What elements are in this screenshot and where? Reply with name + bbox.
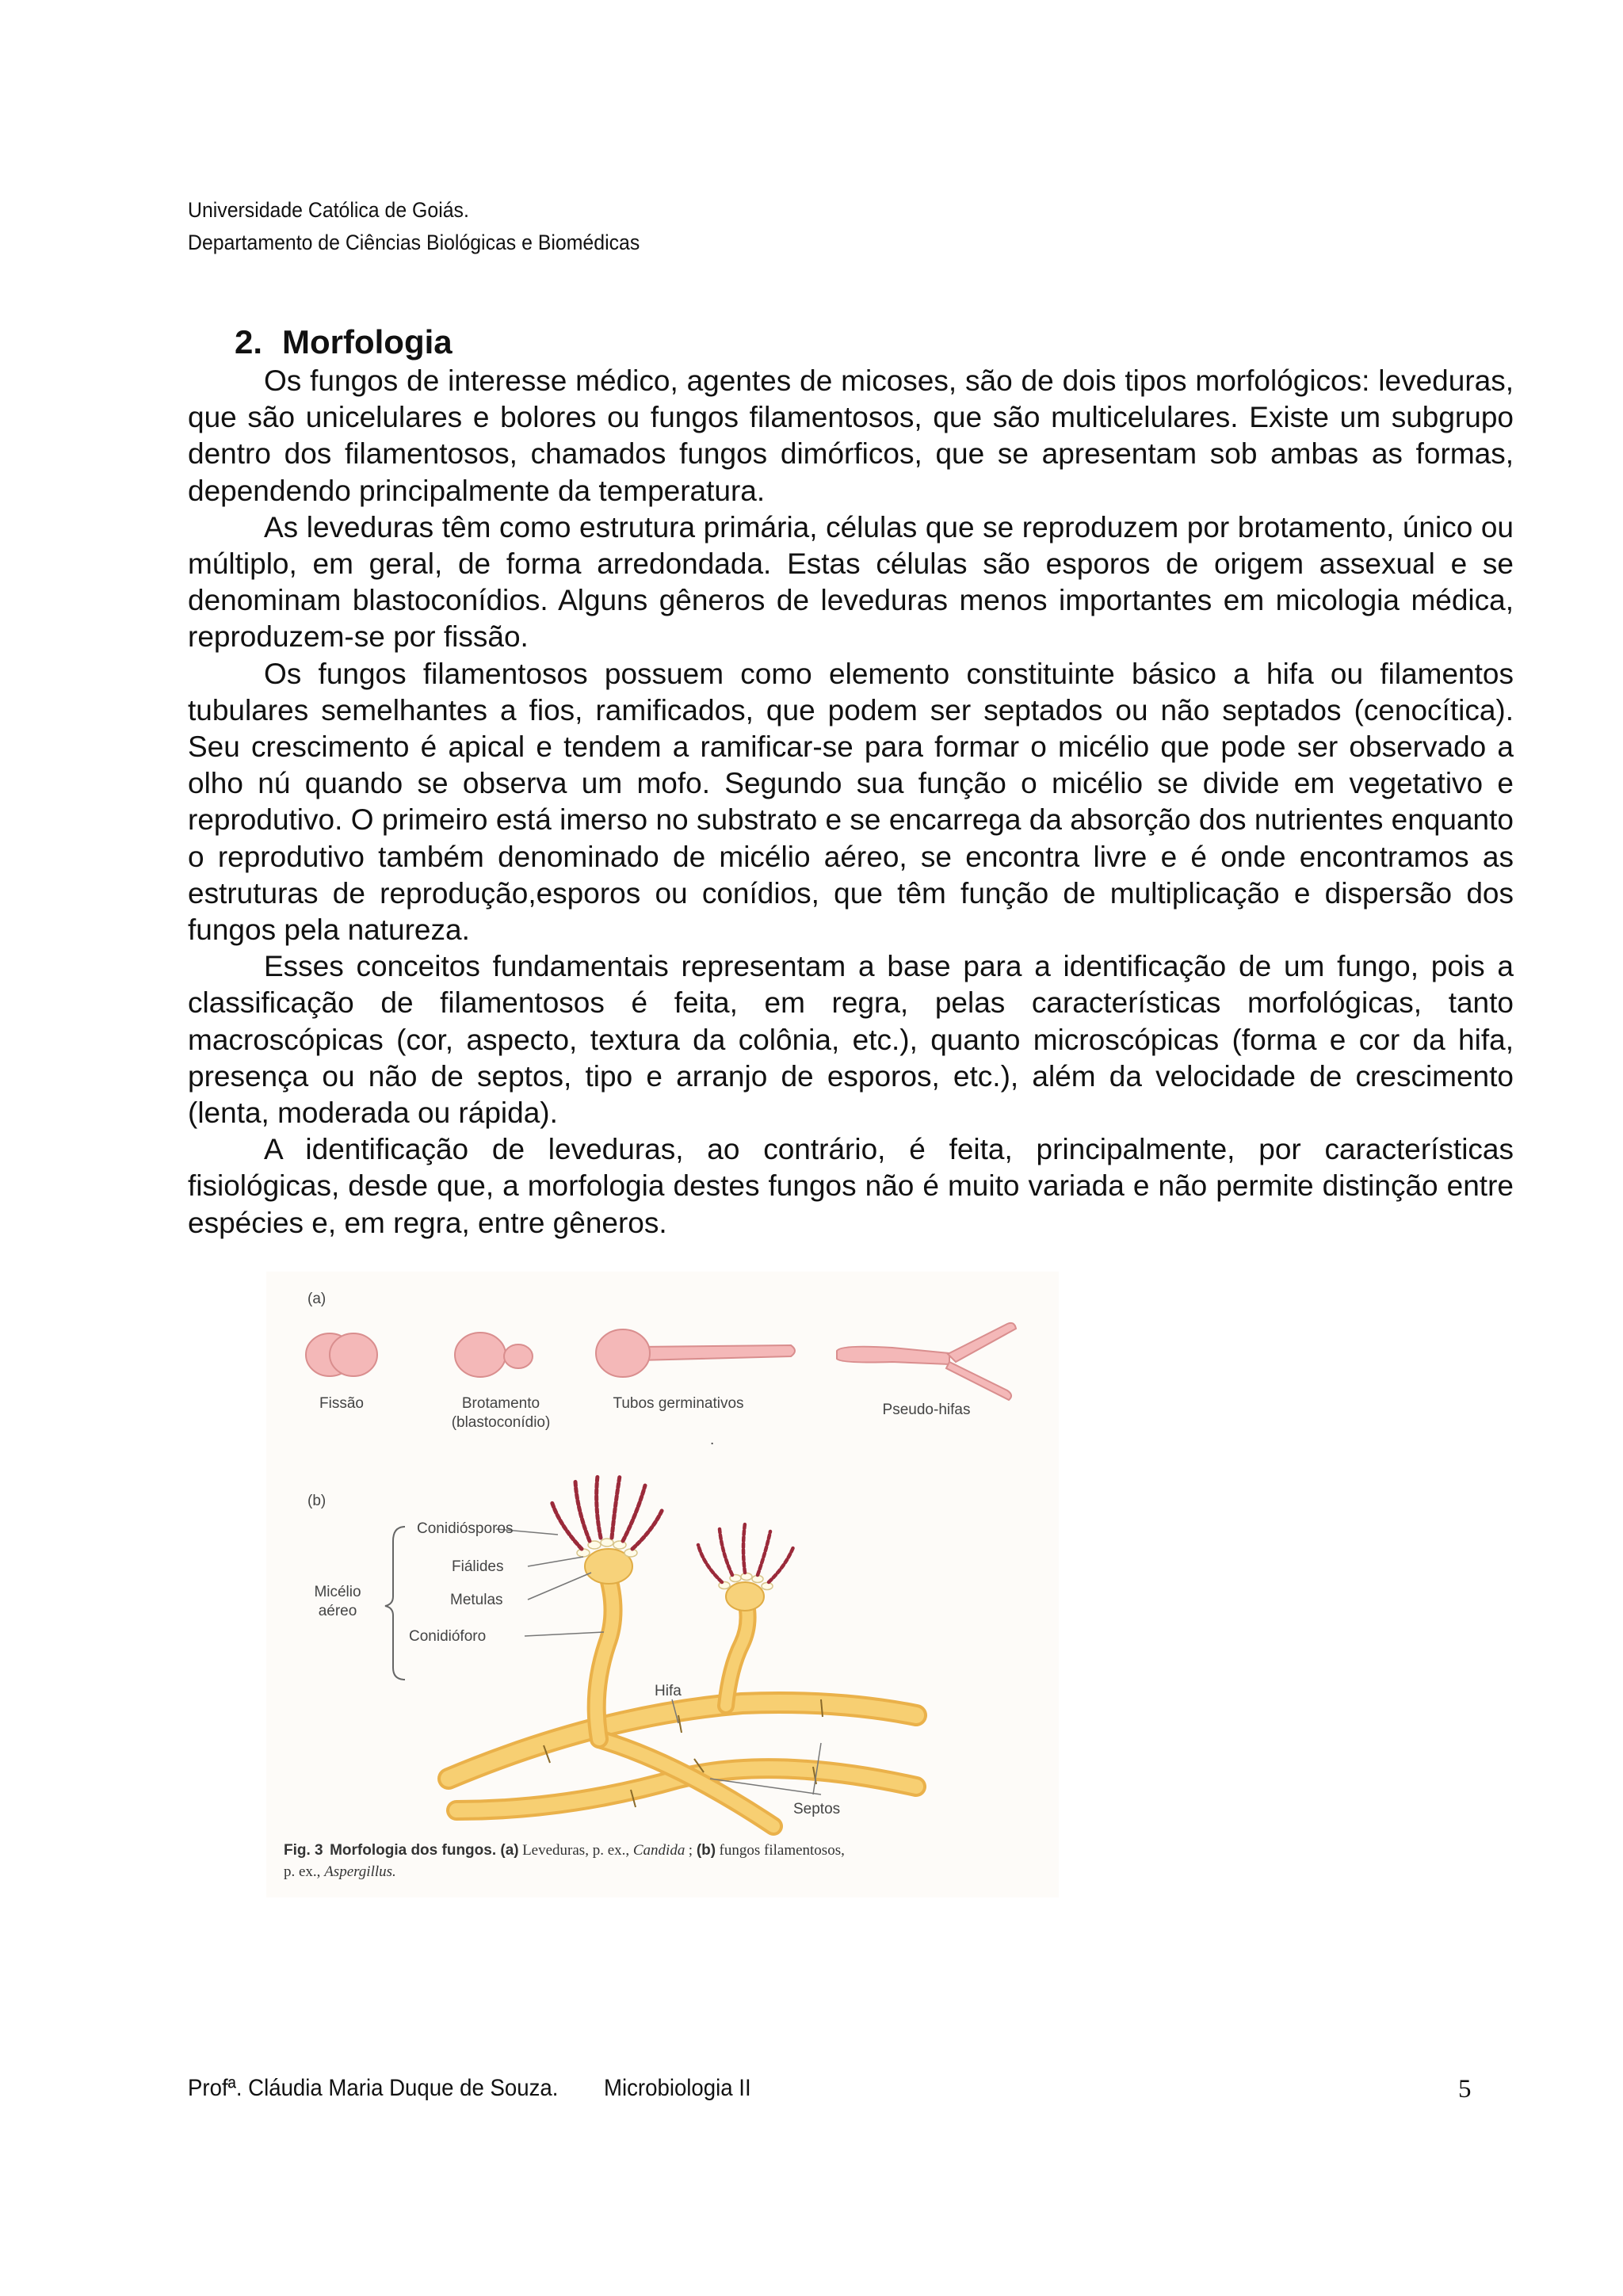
fungi-morphology-figure — [266, 1272, 1059, 1897]
section-title: Morfologia — [282, 323, 453, 360]
metulae-label: Metulas — [450, 1592, 503, 1608]
figure-background — [266, 1272, 1059, 1897]
hypha-label: Hifa — [655, 1683, 682, 1699]
blastoconidium-label: (blastoconídio) — [451, 1414, 551, 1431]
caption-genus-1: Candida — [632, 1842, 685, 1859]
figure-caption-line-1 — [284, 1842, 845, 1859]
panel-b-label: (b) — [307, 1493, 327, 1509]
pseudohyphae-label: Pseudo-hifas — [882, 1402, 971, 1418]
fission-label: Fissão — [319, 1395, 364, 1412]
figure-caption-line-2 — [284, 1863, 396, 1880]
germ-tubes-label: Tubos germinativos — [613, 1395, 744, 1412]
panel-a-label: (a) — [307, 1291, 327, 1307]
caption-text-4: p. ex., — [284, 1863, 325, 1880]
conidiospores-label: Conidiósporos — [417, 1520, 514, 1537]
septa-label: Septos — [793, 1801, 841, 1817]
figure-illustration — [266, 1272, 1059, 1897]
paragraph: Os fungos de interesse médico, agentes de micoses, são de dois tipos morfológicos: leveduras, que são unicelulares e bolores ou fungos filamentosos, que são multicelulares. Existe um subgrupo dentro dos filamentosos, chamados fungos dimórficos, que se apresentam sob ambas as formas, dependendo principalmente da temperatura. — [188, 364, 1514, 507]
section-heading — [235, 323, 453, 361]
body-text — [188, 363, 1514, 1241]
aerial-mycelium-label-2: aéreo — [318, 1603, 357, 1619]
institution-name: Universidade Católica de Goiás. — [188, 198, 469, 222]
dot-mark: . — [710, 1432, 715, 1448]
caption-genus-2: Aspergillus. — [324, 1863, 396, 1880]
section-number: 2. — [235, 323, 263, 360]
paragraph: As leveduras têm como estrutura primária, células que se reproduzem por brotamento, único ou múltiplo, em geral, de forma arredondada. Estas células são esporos de origem assexual e se denominam blastoconídios. Alguns gêneros de leveduras menos importantes em micologia médica, reproduzem-se por fissão. — [188, 510, 1514, 654]
footer-author: Profª. Cláudia Maria Duque de Souza. — [188, 2075, 559, 2101]
fission-cell — [306, 1333, 377, 1376]
phialides-label: Fiálides — [452, 1558, 504, 1575]
caption-text-1: Leveduras, p. ex., — [522, 1842, 633, 1859]
paragraph: A identificação de leveduras, ao contrário, é feita, principalmente, por características fisiológicas, desde que, a morfologia destes fungos não é muito variada e não permite distinção entre espécies e, em regra, entre gêneros. — [188, 1133, 1514, 1239]
conidiophore-label: Conidióforo — [409, 1628, 487, 1645]
budding-label: Brotamento — [461, 1395, 540, 1412]
page-number: 5 — [1458, 2075, 1472, 2103]
caption-title: Morfologia dos fungos. (a) — [330, 1842, 519, 1859]
footer-course: Microbiologia II — [604, 2075, 751, 2101]
caption-fig-number: Fig. 3 — [284, 1842, 323, 1859]
department-name: Departamento de Ciências Biológicas e Biomédicas — [188, 231, 640, 254]
paragraph: Esses conceitos fundamentais representam a base para a identificação de um fungo, pois a classificação de filamentosos é feita, em regra, pelas características morfológicas, tanto macroscópicas (cor, aspecto, textura da colônia, etc.), quanto microscópicas (forma e cor da hifa, presença ou não de septos, tipo e arranjo de esporos, etc.), além da velocidade de crescimento (lenta, moderada ou rápida). — [188, 950, 1514, 1130]
document-header — [188, 194, 640, 259]
caption-b-label: (b) — [696, 1842, 716, 1859]
caption-text-2: ; — [688, 1842, 697, 1859]
caption-text-3: fungos filamentosos, — [719, 1842, 845, 1859]
aerial-mycelium-label-1: Micélio — [314, 1584, 361, 1600]
paragraph: Os fungos filamentosos possuem como elemento constituinte básico a hifa ou filamentos tubulares semelhantes a fios, ramificados, que podem ser septados ou não septados (cenocítica). Seu crescimento é apical e tendem a ramificar-se para formar o micélio que pode ser observado a olho nú quando se observa um mofo. Segundo sua função o micélio se divide em vegetativo e reprodutivo. O primeiro está imerso no substrato e se encarrega da absorção dos nutrientes enquanto o reprodutivo também denominado de micélio aéreo, se encontra livre e é onde encontramos as estruturas de reprodução,esporos ou conídios, que têm função de multiplicação e dispersão dos fungos pela natureza. — [188, 657, 1514, 947]
